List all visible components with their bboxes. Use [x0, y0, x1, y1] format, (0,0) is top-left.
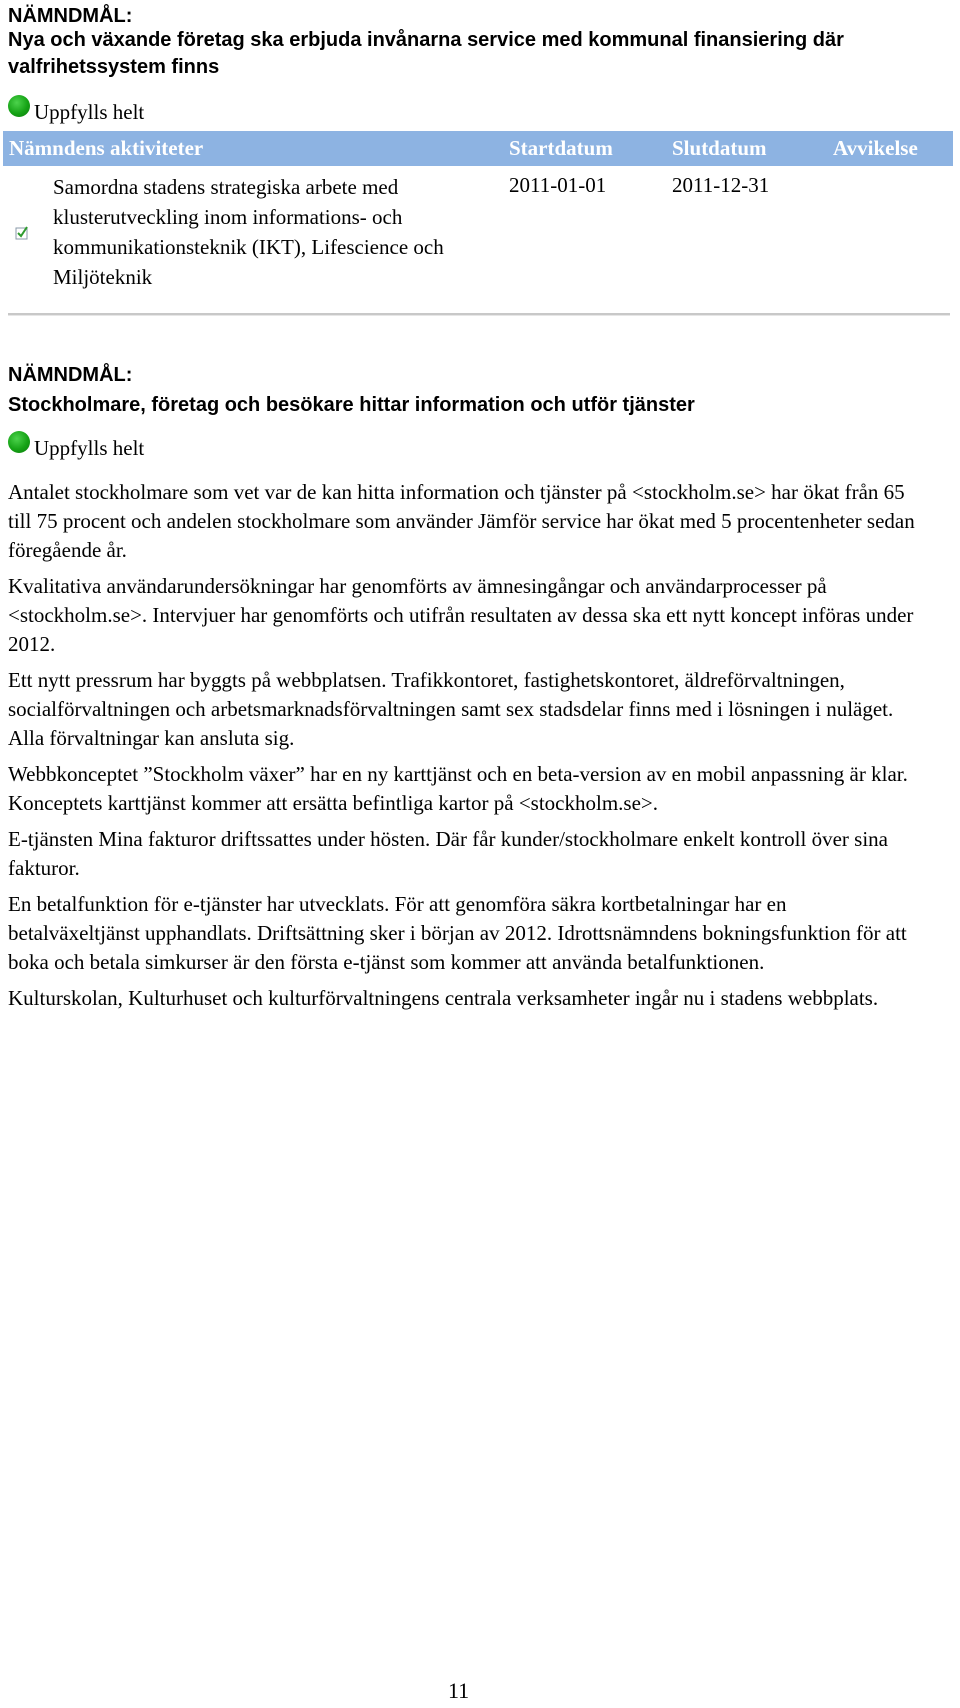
paragraph: Webbkonceptet ”Stockholm växer” har en ny karttjänst och en beta-version av en mobil anpassning är klar. Konceptets karttjänst kommer att ersätta befintliga kartor på <stockholm.se>.: [8, 762, 908, 815]
activity-description: Samordna stadens strategiska arbete med klusterutveckling inom informations- och kommunikationsteknik (IKT), Lifescience och Miljöteknik: [53, 175, 444, 289]
activity-startdate: 2011-01-01: [509, 173, 607, 197]
page-number: 11: [448, 1678, 470, 1703]
section-divider: [8, 313, 950, 316]
activities-header-row: [3, 131, 953, 166]
activity-deviation: [827, 166, 953, 292]
header-enddate: Slutdatum: [666, 131, 827, 166]
goal-status: [8, 433, 144, 463]
goal-label: NÄMNDMÅL:: [8, 5, 133, 27]
goal-status-text: Uppfylls helt: [34, 99, 145, 124]
goal-title: Stockholmare, företag och besökare hittar information och utför tjänster: [8, 394, 695, 416]
header-deviation: Avvikelse: [827, 131, 953, 166]
paragraph: Kvalitativa användarundersökningar har genomförts av ämnesingångar och användarprocesser på <stockholm.se>. Intervjuer har genomförts och utifrån resultaten av dessa ska ett nytt koncept införas under 2012.: [8, 574, 914, 656]
checkbox-check-icon: [15, 226, 29, 240]
status-green-dot-icon: [8, 95, 30, 117]
paragraph: E-tjänsten Mina fakturor driftssattes under hösten. Där får kunder/stockholmare enkelt kontroll över sina fakturor.: [8, 827, 888, 880]
goal-title: Nya och växande företag ska erbjuda invånarna service med kommunal finansiering där valfrihetssystem finns: [8, 29, 844, 78]
goal-status-text: Uppfylls helt: [34, 435, 145, 460]
activity-cell: [3, 166, 503, 292]
table-row: [3, 166, 953, 292]
activities-table: [3, 131, 953, 292]
goal-status: [8, 97, 144, 127]
goal-description: [8, 478, 920, 1020]
header-startdate: Startdatum: [503, 131, 666, 166]
paragraph: En betalfunktion för e-tjänster har utvecklats. För att genomföra säkra kortbetalningar har en betalväxeltjänst upphandlats. Driftsättning sker i början av 2012. Idrottsnämndens bokningsfunktion för att boka och betala simkurser är den första e-tjänst som kommer att använda betalfunktionen.: [8, 892, 907, 974]
goal-label: NÄMNDMÅL:: [8, 364, 133, 386]
paragraph: Ett nytt pressrum har byggts på webbplatsen. Trafikkontoret, fastighetskontoret, äldreförvaltningen, socialförvaltningen och arbetsmarknadsförvaltningen samt sex stadsdelar finns med i lösningen i nuläget. Alla förvaltningar kan ansluta sig.: [8, 668, 894, 750]
paragraph: Kulturskolan, Kulturhuset och kulturförvaltningens centrala verksamheter ingår nu i stadens webbplats.: [8, 986, 879, 1010]
header-activity: Nämndens aktiviteter: [3, 131, 503, 166]
status-green-dot-icon: [8, 431, 30, 453]
activity-enddate: 2011-12-31: [672, 173, 770, 197]
paragraph: Antalet stockholmare som vet var de kan hitta information och tjänster på <stockholm.se> har ökat från 65 till 75 procent och andelen stockholmare som använder Jämför service har ökat med 5 procentenheter sedan föregående år.: [8, 480, 915, 562]
